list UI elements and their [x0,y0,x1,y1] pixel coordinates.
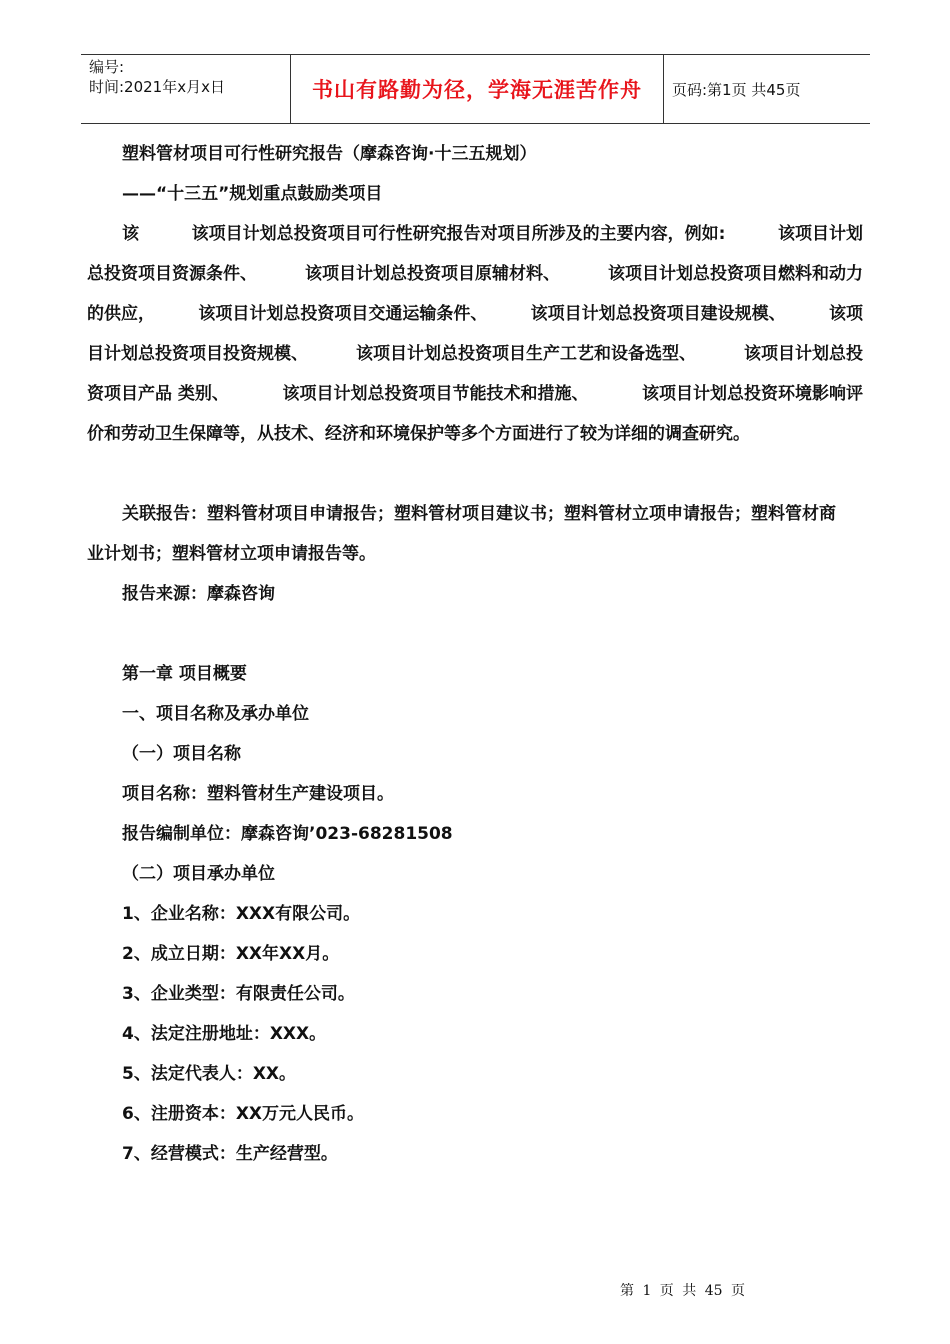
intro-line [87,294,863,334]
list-item: 5、法定代表人：XX。 [122,1064,297,1084]
subsection-heading: （二）项目承办单位 [122,864,275,884]
project-name: 项目名称：塑料管材生产建设项目。 [122,784,394,804]
footer-page-number: 第 1 页 共 45 页 [620,1283,745,1299]
list-item: 4、法定注册地址：XXX。 [122,1024,327,1044]
intro-text: 该项目计划总投资项目燃料和动力 [608,264,863,284]
intro-text: 资项目产品 类别、 [87,384,229,404]
related-reports: 关联报告：塑料管材项目申请报告；塑料管材项目建议书；塑料管材立项申请报告；塑料管材商 [122,504,836,524]
subsection-heading: （一）项目名称 [122,744,241,764]
list-item: 1、企业名称：XXX有限公司。 [122,904,361,924]
document-header [81,54,870,124]
intro-text: 该项目计划总投 [744,344,863,364]
header-meta [81,55,290,123]
intro-text: 该项目计划总投资项目建设规模、 [530,304,786,324]
report-subtitle: ——“十三五”规划重点鼓励类项目 [122,184,383,204]
related-reports-cont: 业计划书；塑料管材立项申请报告等。 [87,544,376,564]
intro-text: 该项目计划 [778,224,863,244]
intro-text: 总投资项目资源条件、 [87,264,257,284]
intro-text: 该项目计划总投资项目交通运输条件、 [198,304,488,324]
intro-line [87,374,863,414]
intro-line [87,254,863,294]
intro-line [87,414,863,454]
intro-text: 该项目计划总投资项目可行性研究报告对项目所涉及的主要内容，例如: [191,224,726,244]
intro-text: 价和劳动卫生保障等，从技术、经济和环境保护等多个方面进行了较为详细的调查研究。 [87,424,750,444]
intro-text: 该项 [828,304,863,324]
intro-text: 该项目计划总投资环境影响评 [641,384,863,404]
intro-text: 该项目计划总投资项目原辅材料、 [305,264,560,284]
header-page-info: 页码:第1页 共45页 [672,80,801,99]
intro-text: 的供应， [87,304,155,324]
compiler: 报告编制单位：摩森咨询’023-68281508 [122,824,453,844]
report-title: 塑料管材项目可行性研究报告（摩森咨询·十三五规划） [122,144,537,164]
intro-line [87,334,863,374]
header-motto: 书山有路勤为径，学海无涯苦作舟 [290,55,664,123]
intro-text: 目计划总投资项目投资规模、 [87,344,308,364]
intro-text: 该 [122,224,139,244]
chapter-heading: 第一章 项目概要 [122,664,247,684]
list-item: 6、注册资本：XX万元人民币。 [122,1104,365,1124]
report-source: 报告来源：摩森咨询 [122,584,275,604]
list-item: 2、成立日期：XX年XX月。 [122,944,340,964]
page-footer [0,1280,950,1300]
time-label: 时间:2021年x月x日 [89,78,225,96]
list-item: 3、企业类型：有限责任公司。 [122,984,355,1004]
intro-line [87,214,863,254]
document-body [87,134,863,1174]
intro-text: 该项目计划总投资项目节能技术和措施、 [282,384,589,404]
list-item: 7、经营模式：生产经营型。 [122,1144,338,1164]
intro-text: 该项目计划总投资项目生产工艺和设备选型、 [356,344,696,364]
section-heading: 一、项目名称及承办单位 [122,704,309,724]
number-label: 编号: [89,58,125,76]
